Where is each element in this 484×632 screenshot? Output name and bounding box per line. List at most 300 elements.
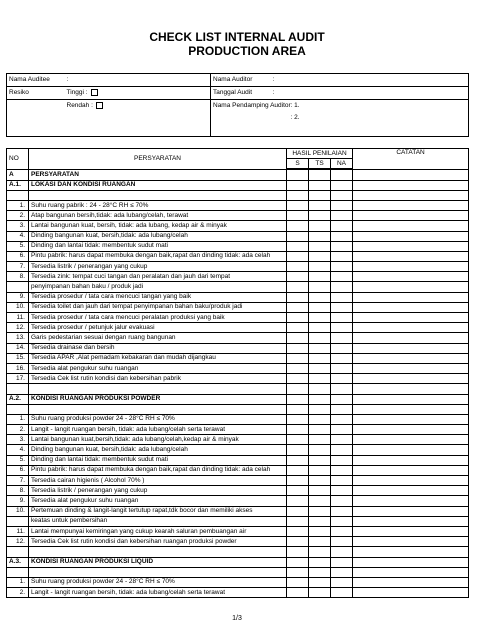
cell-catatan[interactable] <box>353 404 469 414</box>
cell-catatan[interactable] <box>353 169 469 180</box>
requirement-text: Tersedia alat pengukur suhu ruangan <box>29 363 287 373</box>
cell-catatan[interactable] <box>353 190 469 200</box>
cell-catatan[interactable] <box>353 262 469 272</box>
cell-na[interactable] <box>331 496 353 506</box>
cell-ts[interactable] <box>309 282 331 292</box>
section-a-label: PERSYARATAN <box>29 169 287 180</box>
table-row <box>7 251 469 261</box>
table-row <box>7 200 469 210</box>
row-number: 11. <box>7 313 29 323</box>
cell-catatan[interactable] <box>353 221 469 231</box>
table-row <box>7 374 469 384</box>
resiko-tinggi[interactable]: Tinggi : <box>65 87 211 100</box>
cell-na[interactable] <box>331 577 353 587</box>
cell-ts[interactable] <box>309 577 331 587</box>
checklist-table <box>6 148 469 598</box>
row-number: 5. <box>7 241 29 251</box>
header-ts: TS <box>309 159 331 170</box>
table-row <box>7 211 469 221</box>
requirement-text: Tersedia zink: tempat cuci tangan dan peralatan dan jauh dari tempat <box>29 272 287 282</box>
requirement-text: Dinding dan lantai tidak: membentuk sudut mati <box>29 455 287 465</box>
requirement-text: Dinding bangunan kuat, bersih,tidak: ada lubang/celah <box>29 231 287 241</box>
cell-catatan[interactable] <box>353 516 469 526</box>
table-row <box>7 496 469 506</box>
cell-ts[interactable] <box>309 353 331 363</box>
cell-na[interactable] <box>331 414 353 424</box>
cell-ts[interactable] <box>309 425 331 435</box>
cell-na[interactable] <box>331 262 353 272</box>
cell-ts[interactable] <box>309 404 331 414</box>
header-na: NA <box>331 159 353 170</box>
cell-ts[interactable] <box>309 496 331 506</box>
pendamping-1[interactable]: : 1. <box>271 100 469 113</box>
requirement-text: Tersedia Cek list rutin kondisi dan kebersihan pabrik <box>29 374 287 384</box>
cell-na[interactable] <box>331 547 353 557</box>
cell-catatan[interactable] <box>353 394 469 404</box>
cell-catatan[interactable] <box>353 302 469 312</box>
cell-s[interactable] <box>287 190 309 200</box>
row-number: 6. <box>7 465 29 475</box>
cell-ts[interactable] <box>309 476 331 486</box>
cell-s[interactable] <box>287 435 309 445</box>
requirement-text: Suhu ruang pabrik : 24 - 28°C RH ≤ 70% <box>29 200 287 210</box>
cell-s[interactable] <box>287 547 309 557</box>
cell-ts[interactable] <box>309 435 331 445</box>
cell-ts[interactable] <box>309 567 331 577</box>
cell-na[interactable] <box>331 302 353 312</box>
section-a1-no: A.1. <box>7 180 29 190</box>
cell-s[interactable] <box>287 455 309 465</box>
cell-s[interactable] <box>287 506 309 516</box>
requirement-text: Tersedia drainase dan bersih <box>29 343 287 353</box>
cell-catatan[interactable] <box>353 272 469 282</box>
cell-catatan[interactable] <box>353 577 469 587</box>
section-a2-no: A.2. <box>7 394 29 404</box>
table-row <box>7 282 469 292</box>
cell-ts[interactable] <box>309 231 331 241</box>
header-s: S <box>287 159 309 170</box>
cell-na[interactable] <box>331 292 353 302</box>
cell-na[interactable] <box>331 476 353 486</box>
cell-na[interactable] <box>331 343 353 353</box>
cell-na[interactable] <box>331 211 353 221</box>
table-row <box>7 333 469 343</box>
cell-s[interactable] <box>287 251 309 261</box>
row-number: 7. <box>7 476 29 486</box>
requirement-text: keatas untuk pembersihan <box>29 516 287 526</box>
spacer-row <box>7 567 469 577</box>
cell-na[interactable] <box>331 445 353 455</box>
section-a3 <box>7 557 469 567</box>
cell-na[interactable] <box>331 231 353 241</box>
cell-s[interactable] <box>287 241 309 251</box>
cell-catatan[interactable] <box>353 343 469 353</box>
cell-catatan[interactable] <box>353 241 469 251</box>
cell-catatan[interactable] <box>353 414 469 424</box>
cell-ts[interactable] <box>309 526 331 536</box>
cell-catatan[interactable] <box>353 211 469 221</box>
requirement-text: Pintu pabrik: harus dapat membuka dengan baik,rapat dan dinding tidak: ada celah <box>29 251 287 261</box>
cell-ts[interactable] <box>309 313 331 323</box>
row-number: 16. <box>7 363 29 373</box>
cell-na[interactable] <box>331 363 353 373</box>
cell-na[interactable] <box>331 394 353 404</box>
cell-na[interactable] <box>331 221 353 231</box>
cell-s[interactable] <box>287 211 309 221</box>
cell-catatan[interactable] <box>353 384 469 394</box>
resiko-rendah[interactable]: Rendah : <box>65 100 211 113</box>
spacer-row <box>7 384 469 394</box>
cell-na[interactable] <box>331 425 353 435</box>
resiko-label: Resiko <box>7 87 65 100</box>
cell-na[interactable] <box>331 190 353 200</box>
cell-s[interactable] <box>287 577 309 587</box>
cell-s[interactable] <box>287 445 309 455</box>
table-row <box>7 363 469 373</box>
cell-ts[interactable] <box>309 455 331 465</box>
cell-na[interactable] <box>331 282 353 292</box>
section-a2 <box>7 394 469 404</box>
row-number: 12. <box>7 537 29 547</box>
cell-na[interactable] <box>331 435 353 445</box>
cell-ts[interactable] <box>309 169 331 180</box>
cell-catatan[interactable] <box>353 282 469 292</box>
page-title: CHECK LIST INTERNAL AUDIT <box>149 30 325 44</box>
table-row <box>7 506 469 516</box>
cell-s[interactable] <box>287 516 309 526</box>
cell-ts[interactable] <box>309 272 331 282</box>
cell-ts[interactable] <box>309 251 331 261</box>
cell-catatan[interactable] <box>353 537 469 547</box>
cell-na[interactable] <box>331 180 353 190</box>
cell-catatan[interactable] <box>353 547 469 557</box>
table-row <box>7 272 469 282</box>
row-number: 2. <box>7 211 29 221</box>
cell-ts[interactable] <box>309 588 331 598</box>
cell-s[interactable] <box>287 557 309 567</box>
requirement-text: Tersedia APAR ,Alat pemadam kebakaran dan mudah dijangkau <box>29 353 287 363</box>
requirement-text: Tersedia prosedur / petunjuk jalur evakuasi <box>29 323 287 333</box>
cell-catatan[interactable] <box>353 486 469 496</box>
table-row <box>7 455 469 465</box>
row-number: 14. <box>7 343 29 353</box>
cell-s[interactable] <box>287 169 309 180</box>
cell-ts[interactable] <box>309 323 331 333</box>
pendamping-2[interactable]: : 2. <box>290 114 300 121</box>
section-a1-label: LOKASI DAN KONDISI RUANGAN <box>29 180 287 190</box>
cell-ts[interactable] <box>309 506 331 516</box>
table-row <box>7 537 469 547</box>
cell-s[interactable] <box>287 333 309 343</box>
cell-na[interactable] <box>331 486 353 496</box>
cell-catatan[interactable] <box>353 496 469 506</box>
table-row <box>7 343 469 353</box>
cell-na[interactable] <box>331 557 353 567</box>
requirement-text: Tersedia alat pengukur suhu ruangan <box>29 496 287 506</box>
row-number: 1. <box>7 414 29 424</box>
cell-catatan[interactable] <box>353 506 469 516</box>
cell-ts[interactable] <box>309 262 331 272</box>
cell-s[interactable] <box>287 526 309 536</box>
cell-ts[interactable] <box>309 292 331 302</box>
cell-ts[interactable] <box>309 374 331 384</box>
cell-catatan[interactable] <box>353 588 469 598</box>
cell-s[interactable] <box>287 414 309 424</box>
cell-catatan[interactable] <box>353 333 469 343</box>
cell-catatan[interactable] <box>353 435 469 445</box>
cell-s[interactable] <box>287 476 309 486</box>
cell-ts[interactable] <box>309 486 331 496</box>
cell-s[interactable] <box>287 588 309 598</box>
cell-na[interactable] <box>331 537 353 547</box>
requirement-text: Tersedia prosedur / tata cara mencuci tangan yang baik <box>29 292 287 302</box>
cell-s[interactable] <box>287 180 309 190</box>
requirement-text: Garis pedestarian sesuai dengan ruang bangunan <box>29 333 287 343</box>
row-number <box>7 516 29 526</box>
requirement-text: Lantai bangunan kuat, bersih, tidak: ada lubang, kedap air & minyak <box>29 221 287 231</box>
row-number: 6. <box>7 251 29 261</box>
table-row <box>7 476 469 486</box>
requirement-text: Lantai mempunyai kemiringan yang cukup kearah saluran pembuangan air <box>29 526 287 536</box>
cell-na[interactable] <box>331 333 353 343</box>
requirement-text: Atap bangunan bersih,tidak: ada lubang/celah, terawat <box>29 211 287 221</box>
cell-catatan[interactable] <box>353 455 469 465</box>
cell-ts[interactable] <box>309 445 331 455</box>
requirement-text: Lantai bangunan kuat,bersih,tidak: ada lubang/celah,kedap air & minyak <box>29 435 287 445</box>
tanggal-audit-value[interactable]: : <box>271 87 469 100</box>
cell-s[interactable] <box>287 302 309 312</box>
cell-s[interactable] <box>287 221 309 231</box>
cell-ts[interactable] <box>309 241 331 251</box>
cell-s[interactable] <box>287 231 309 241</box>
cell-s[interactable] <box>287 200 309 210</box>
cell-catatan[interactable] <box>353 231 469 241</box>
cell-s[interactable] <box>287 394 309 404</box>
table-row <box>7 516 469 526</box>
requirement-text: Tersedia cairan higienis ( Alcohol 70% ) <box>29 476 287 486</box>
rendah-checkbox[interactable] <box>96 102 103 109</box>
cell-ts[interactable] <box>309 394 331 404</box>
table-row <box>7 414 469 424</box>
cell-ts[interactable] <box>309 414 331 424</box>
table-row <box>7 241 469 251</box>
cell-catatan[interactable] <box>353 313 469 323</box>
cell-na[interactable] <box>331 404 353 414</box>
tanggal-audit-label: Tanggal Audit <box>211 87 271 100</box>
table-row <box>7 262 469 272</box>
cell-catatan[interactable] <box>353 292 469 302</box>
cell-ts[interactable] <box>309 363 331 373</box>
cell-ts[interactable] <box>309 200 331 210</box>
row-number: 4. <box>7 445 29 455</box>
cell-catatan[interactable] <box>353 180 469 190</box>
cell-na[interactable] <box>331 384 353 394</box>
cell-s[interactable] <box>287 404 309 414</box>
cell-na[interactable] <box>331 374 353 384</box>
table-row <box>7 425 469 435</box>
table-row <box>7 445 469 455</box>
header-persyaratan: PERSYARATAN <box>29 149 287 170</box>
table-row <box>7 353 469 363</box>
cell-s[interactable] <box>287 486 309 496</box>
row-number: 2. <box>7 425 29 435</box>
table-row <box>7 486 469 496</box>
cell-s[interactable] <box>287 425 309 435</box>
cell-catatan[interactable] <box>353 526 469 536</box>
cell-s[interactable] <box>287 292 309 302</box>
nama-auditee-value[interactable]: : <box>66 76 69 83</box>
cell-catatan[interactable] <box>353 567 469 577</box>
audit-info-table <box>6 73 469 137</box>
row-number: 10. <box>7 302 29 312</box>
cell-na[interactable] <box>331 353 353 363</box>
cell-s[interactable] <box>287 313 309 323</box>
cell-ts[interactable] <box>309 537 331 547</box>
cell-catatan[interactable] <box>353 557 469 567</box>
row-number: 13. <box>7 333 29 343</box>
row-number: 7. <box>7 262 29 272</box>
cell-catatan[interactable] <box>353 251 469 261</box>
cell-s[interactable] <box>287 343 309 353</box>
row-number: 3. <box>7 221 29 231</box>
section-a3-no: A.3. <box>7 557 29 567</box>
cell-s[interactable] <box>287 353 309 363</box>
cell-na[interactable] <box>331 567 353 577</box>
table-row <box>7 302 469 312</box>
tinggi-checkbox[interactable] <box>91 89 98 96</box>
cell-catatan[interactable] <box>353 374 469 384</box>
cell-s[interactable] <box>287 384 309 394</box>
cell-na[interactable] <box>331 526 353 536</box>
table-row <box>7 221 469 231</box>
page-number: 1/3 <box>232 615 242 622</box>
cell-ts[interactable] <box>309 180 331 190</box>
cell-s[interactable] <box>287 272 309 282</box>
cell-s[interactable] <box>287 465 309 475</box>
cell-s[interactable] <box>287 496 309 506</box>
cell-na[interactable] <box>331 241 353 251</box>
row-number <box>7 282 29 292</box>
row-number: 1. <box>7 577 29 587</box>
requirement-text: Pintu pabrik: harus dapat membuka dengan baik,rapat dan dinding tidak: ada celah <box>29 465 287 475</box>
row-number: 1. <box>7 200 29 210</box>
cell-s[interactable] <box>287 262 309 272</box>
cell-na[interactable] <box>331 516 353 526</box>
cell-catatan[interactable] <box>353 363 469 373</box>
page-subtitle: PRODUCTION AREA <box>188 44 306 58</box>
cell-catatan[interactable] <box>353 323 469 333</box>
cell-s[interactable] <box>287 323 309 333</box>
cell-na[interactable] <box>331 313 353 323</box>
nama-auditor-label: Nama Auditor <box>211 74 271 87</box>
table-row <box>7 313 469 323</box>
row-number: 8. <box>7 486 29 496</box>
row-number: 8. <box>7 272 29 282</box>
row-number: 5. <box>7 455 29 465</box>
cell-na[interactable] <box>331 200 353 210</box>
spacer-row <box>7 547 469 557</box>
requirement-text: Langit - langit ruangan bersih, tidak: ada lubang/celah serta terawat <box>29 425 287 435</box>
rendah-label: Rendah <box>66 102 90 110</box>
table-row <box>7 435 469 445</box>
cell-s[interactable] <box>287 282 309 292</box>
table-row <box>7 323 469 333</box>
requirement-text: penyimpanan bahan baku / produk jadi <box>29 282 287 292</box>
cell-na[interactable] <box>331 506 353 516</box>
cell-catatan[interactable] <box>353 476 469 486</box>
cell-na[interactable] <box>331 272 353 282</box>
spacer-row <box>7 404 469 414</box>
cell-ts[interactable] <box>309 384 331 394</box>
cell-ts[interactable] <box>309 516 331 526</box>
cell-na[interactable] <box>331 251 353 261</box>
cell-catatan[interactable] <box>353 353 469 363</box>
cell-ts[interactable] <box>309 333 331 343</box>
cell-s[interactable] <box>287 537 309 547</box>
nama-auditee-label: Nama Auditee <box>9 76 50 83</box>
cell-catatan[interactable] <box>353 200 469 210</box>
table-row <box>7 231 469 241</box>
requirement-text: Tersedia listrik / penerangan yang cukup <box>29 486 287 496</box>
cell-na[interactable] <box>331 455 353 465</box>
cell-na[interactable] <box>331 588 353 598</box>
section-a3-label: KONDISI RUANGAN PRODUKSI LIQUID <box>29 557 287 567</box>
cell-na[interactable] <box>331 465 353 475</box>
cell-catatan[interactable] <box>353 465 469 475</box>
cell-ts[interactable] <box>309 221 331 231</box>
cell-na[interactable] <box>331 323 353 333</box>
nama-pendamping-label: Nama Pendamping Auditor <box>211 100 271 113</box>
cell-ts[interactable] <box>309 557 331 567</box>
row-number: 9. <box>7 496 29 506</box>
requirement-text: Dinding bangunan kuat, bersih,tidak: ada lubang/celah <box>29 445 287 455</box>
cell-ts[interactable] <box>309 302 331 312</box>
cell-ts[interactable] <box>309 465 331 475</box>
cell-ts[interactable] <box>309 343 331 353</box>
requirement-text: Tersedia Cek list rutin kondisi dan kebersihan ruangan produksi powder <box>29 537 287 547</box>
cell-catatan[interactable] <box>353 445 469 455</box>
row-number: 9. <box>7 292 29 302</box>
row-number: 4. <box>7 231 29 241</box>
cell-s[interactable] <box>287 363 309 373</box>
section-a-no: A <box>7 169 29 180</box>
section-a2-label: KONDISI RUANGAN PRODUKSI POWDER <box>29 394 287 404</box>
row-number: 11. <box>7 526 29 536</box>
header-no: NO <box>7 149 29 170</box>
cell-ts[interactable] <box>309 190 331 200</box>
cell-s[interactable] <box>287 567 309 577</box>
table-row <box>7 588 469 598</box>
nama-auditor-value[interactable]: : <box>272 76 275 83</box>
section-a <box>7 169 469 180</box>
cell-na[interactable] <box>331 169 353 180</box>
row-number: 2. <box>7 588 29 598</box>
spacer-row <box>7 190 469 200</box>
table-row <box>7 577 469 587</box>
cell-ts[interactable] <box>309 547 331 557</box>
requirement-text: Tersedia prosedur / tata cara mencuci peralatan produksi yang baik <box>29 313 287 323</box>
row-number: 15. <box>7 353 29 363</box>
row-number: 3. <box>7 435 29 445</box>
cell-ts[interactable] <box>309 211 331 221</box>
table-row <box>7 292 469 302</box>
header-hasil-penilaian: HASIL PENILAIAN <box>287 149 353 159</box>
cell-s[interactable] <box>287 374 309 384</box>
cell-catatan[interactable] <box>353 425 469 435</box>
requirement-text: Dinding dan lantai tidak: membentuk sudut mati <box>29 241 287 251</box>
requirement-text: Tersedia listrik / penerangan yang cukup <box>29 262 287 272</box>
header-catatan: CATATAN <box>353 149 469 170</box>
